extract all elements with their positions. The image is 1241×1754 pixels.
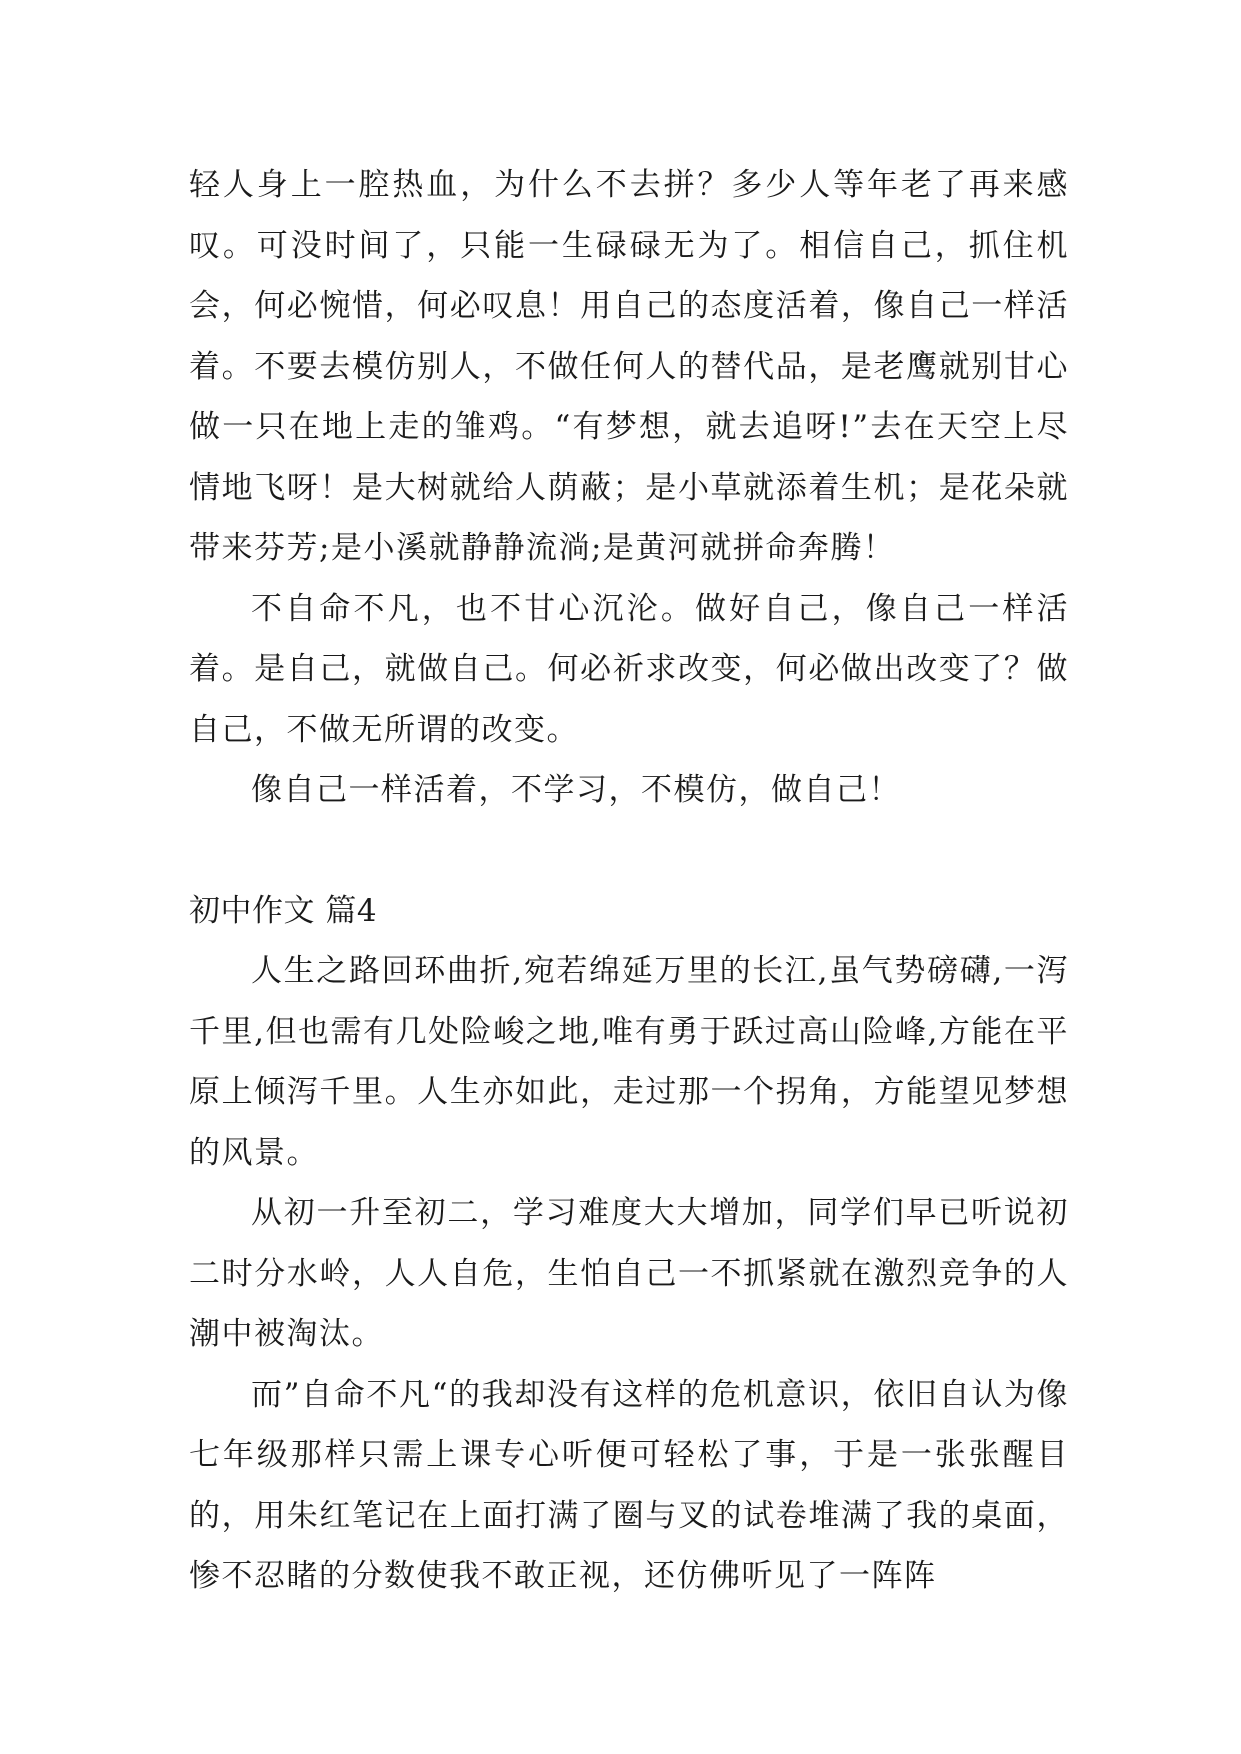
paragraph: 而”自命不凡“的我却没有这样的危机意识，依旧自认为像七年级那样只需上课专心听便可轻松了事，于是一张张醒目的，用朱红笔记在上面打满了圈与叉的试卷堆满了我的桌面，惨不忍睹的分数使我不敢正视，还仿佛听见了一阵阵	[189, 1376, 1069, 1594]
paragraph: 不自命不凡，也不甘心沉沦。做好自己，像自己一样活着。是自己，就做自己。何必祈求改变，何必做出改变了？做自己，不做无所谓的改变。	[189, 590, 1069, 748]
section-spacer	[189, 821, 1069, 881]
paragraph-continued: 轻人身上一腔热血，为什么不去拼？多少人等年老了再来感叹。可没时间了，只能一生碌碌无为了。相信自己，抓住机会，何必惋惜，何必叹息！用自己的态度活着，像自己一样活着。不要去模仿别人，不做任何人的替代品，是老鹰就别甘心做一只在地上走的雏鸡。“有梦想，就去追呀!”去在天空上尽情地飞呀！是大树就给人荫蔽；是小草就添着生机；是花朵就带来芬芳;是小溪就静静流淌;是黄河就拼命奔腾！	[189, 167, 1069, 566]
paragraph: 像自己一样活着，不学习，不模仿，做自己！	[251, 772, 901, 808]
paragraph: 人生之路回环曲折,宛若绵延万里的长江,虽气势磅礴,一泻千里,但也需有几处险峻之地,唯有勇于跃过高山险峰,方能在平原上倾泻千里。人生亦如此，走过那一个拐角，方能望见梦想的风景。	[189, 953, 1069, 1171]
section-heading: 初中作文 篇4	[189, 892, 378, 929]
paragraph: 从初一升至初二，学习难度大大增加，同学们早已听说初二时分水岭，人人自危，生怕自己一不抓紧就在激烈竞争的人潮中被淘汰。	[189, 1195, 1069, 1352]
document-body	[189, 155, 1069, 1607]
